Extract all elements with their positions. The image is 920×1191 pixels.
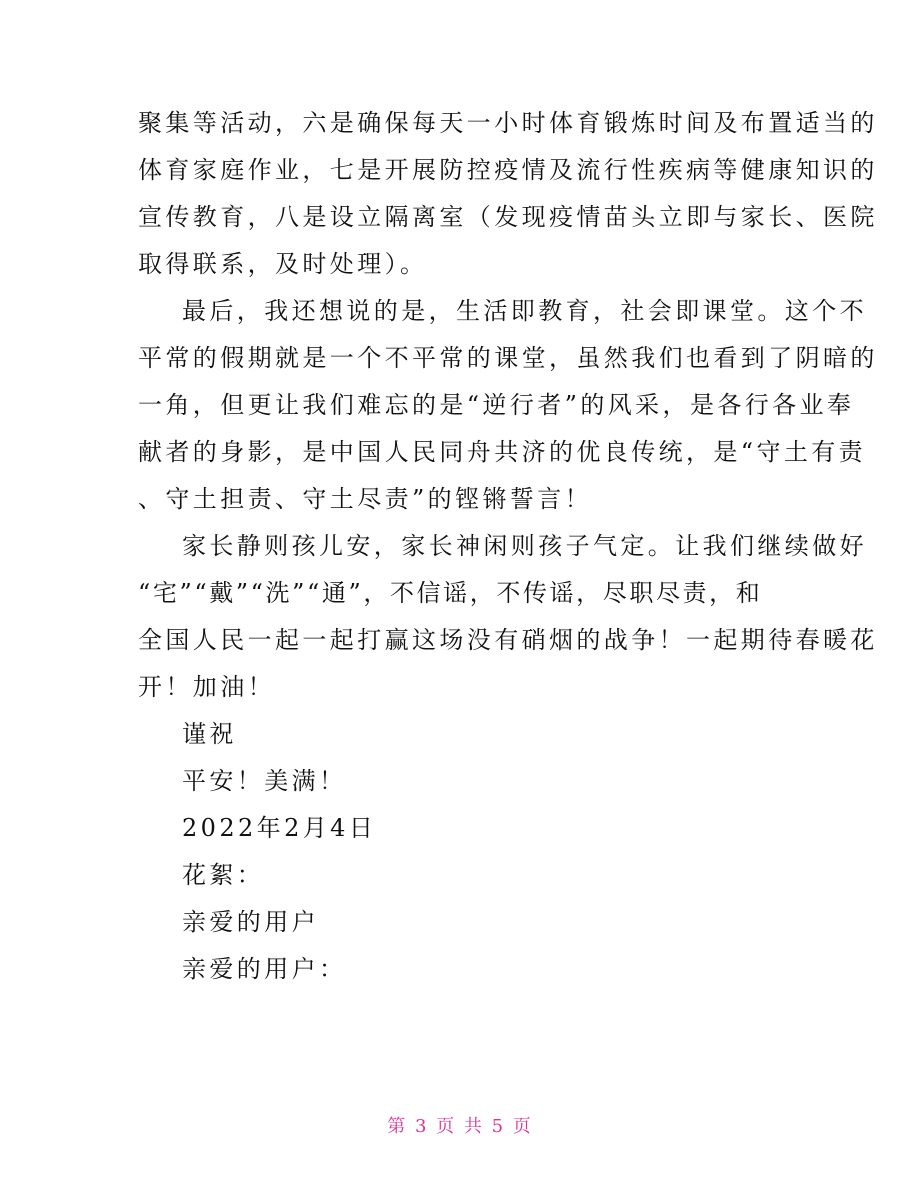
paragraph-line: 体育家庭作业，七是开展防控疫情及流行性疾病等健康知识的 [138,156,878,184]
paragraph-line: 、守土担责、守土尽责”的铿锵誓言！ [138,485,593,513]
page-number-footer: 第 3 页 共 5 页 [387,1116,533,1137]
paragraph-line: 一角，但更让我们难忘的是“逆行者”的风采，是各行各业奉 [138,391,855,419]
salutation-line: 亲爱的用户： [182,955,347,983]
closing-wish: 平安！美满！ [182,767,347,795]
document-body [138,100,878,993]
paragraph-line: 宣传教育，八是设立隔离室（发现疫情苗头立即与家长、医院 [138,203,878,231]
paragraph-line: “宅”“戴”“洗”“通”，不信谣，不传谣，尽职尽责，和 [138,579,763,607]
paragraph-line: 全国人民一起一起打赢这场没有硝烟的战争！一起期待春暖花 [138,626,878,654]
paragraph-line: 献者的身影，是中国人民同舟共济的优良传统，是“守土有责 [138,438,867,466]
salutation-line: 亲爱的用户 [182,908,319,936]
paragraph-line: 聚集等活动，六是确保每天一小时体育锻炼时间及布置适当的 [138,109,878,137]
closing-greeting: 谨祝 [182,720,237,748]
section-heading: 花絮： [182,861,265,889]
date-line: 2022年2月4日 [182,814,377,842]
paragraph-line: 最后，我还想说的是，生活即教育，社会即课堂。这个不 [182,297,867,325]
paragraph-line: 开！加油！ [138,673,275,701]
paragraph-line: 取得联系，及时处理）。 [138,250,428,278]
paragraph-line: 家长静则孩儿安，家长神闲则孩子气定。让我们继续做好 [182,532,867,560]
paragraph-line: 平常的假期就是一个不平常的课堂，虽然我们也看到了阴暗的 [138,344,878,372]
